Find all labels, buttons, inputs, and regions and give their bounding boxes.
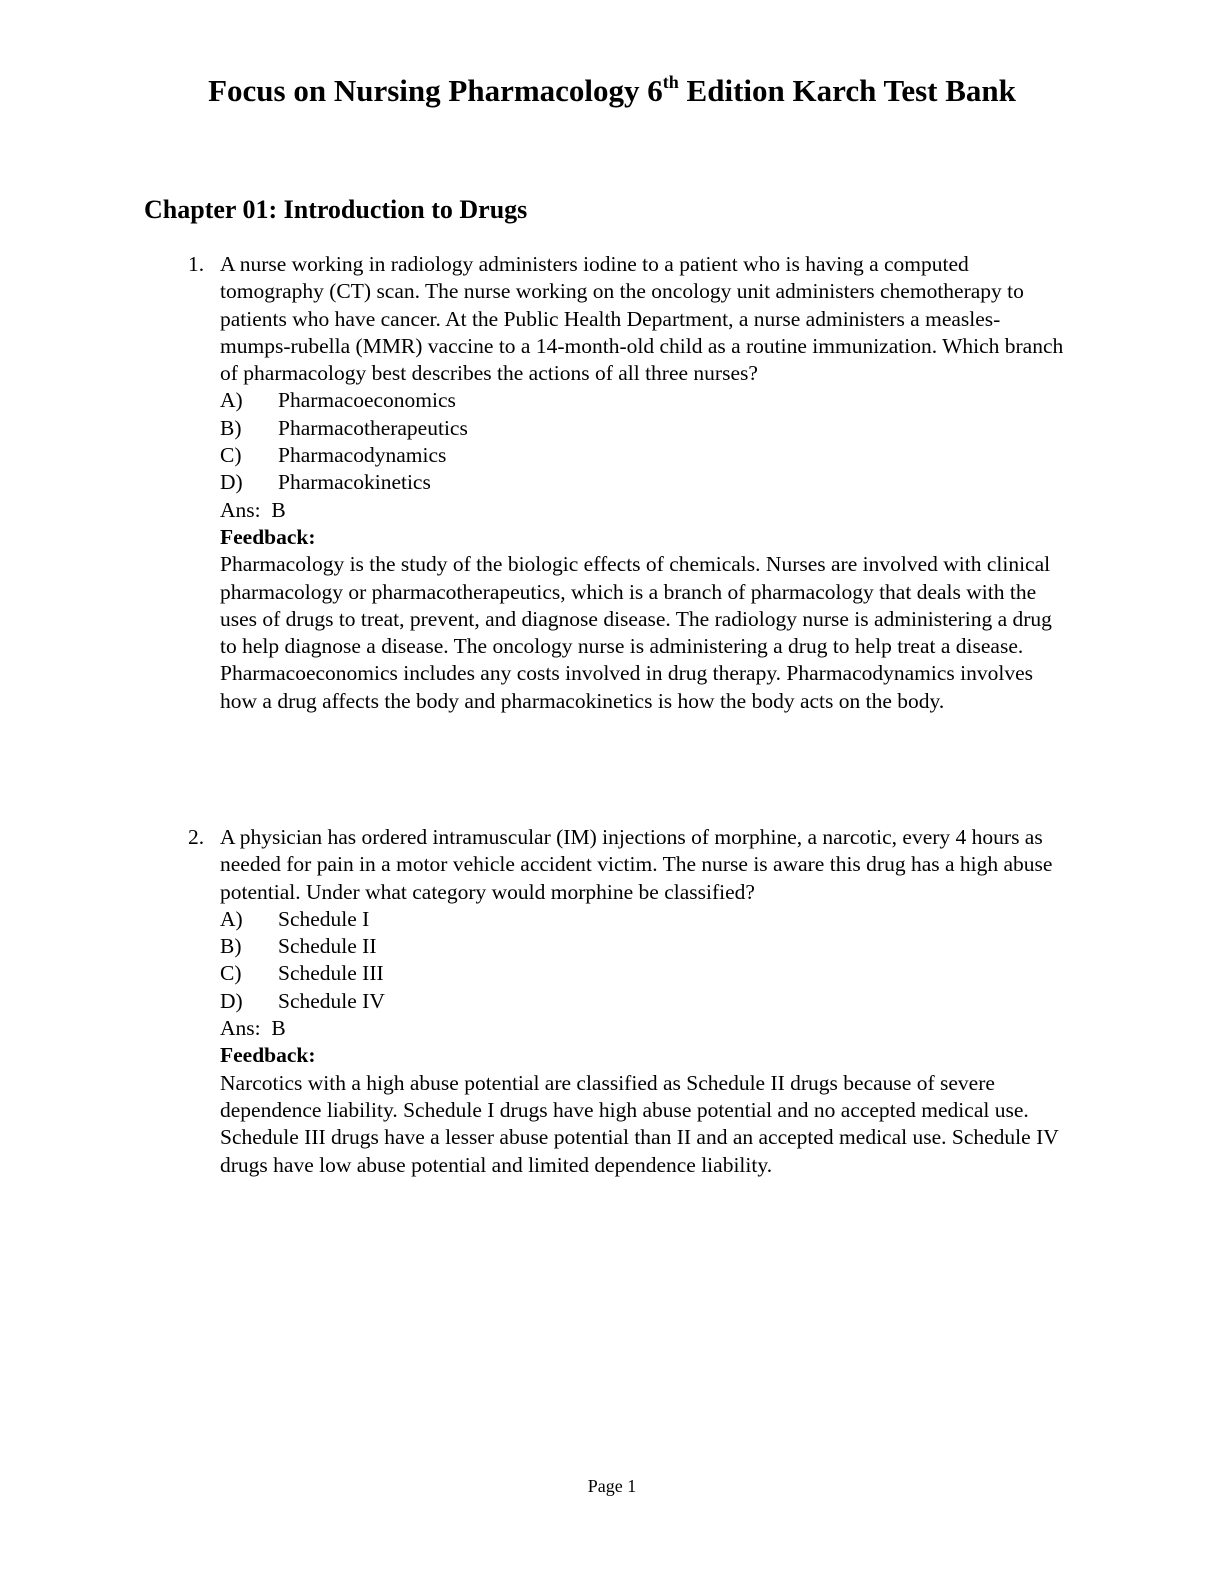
option-letter: D) [220, 988, 243, 1013]
option-letter: D) [220, 470, 243, 495]
question-stem [188, 824, 1068, 906]
option-a [220, 387, 1068, 414]
option-text: Schedule II [278, 934, 377, 959]
question-number: 1. [188, 252, 205, 276]
feedback-label: Feedback: [220, 1043, 316, 1068]
option-text: Pharmacodynamics [278, 443, 447, 468]
option-letter: A) [220, 388, 243, 413]
question-text: A physician has ordered intramuscular (IM) injections of morphine, a narcotic, every 4 hours as needed for pain in a motor vehicle accident victim. The nurse is aware this drug has a high abuse potential. Under what category would morphine be classified? [220, 825, 1053, 904]
title-superscript: th [662, 72, 679, 92]
title-rest: Edition Karch Test Bank [678, 73, 1016, 108]
page-number: Page 1 [587, 1476, 637, 1496]
option-b [220, 933, 1068, 960]
option-text: Pharmacokinetics [278, 470, 431, 495]
answer-options [220, 387, 1068, 715]
document-title [0, 66, 1224, 116]
option-letter: C) [220, 443, 242, 468]
question-1 [188, 251, 1068, 715]
option-text: Pharmacoeconomics [278, 388, 456, 413]
option-text: Schedule III [278, 961, 384, 986]
option-text: Schedule I [278, 906, 370, 931]
question-2 [188, 824, 1068, 1179]
title-main: Focus on Nursing Pharmacology 6 [208, 73, 663, 108]
option-letter: B) [220, 934, 242, 959]
option-d [220, 469, 1068, 496]
answer-line: Ans: B [220, 1016, 286, 1041]
option-letter: B) [220, 415, 242, 440]
option-a [220, 906, 1068, 933]
answer-line: Ans: B [220, 497, 286, 522]
feedback-text: Narcotics with a high abuse potential are classified as Schedule II drugs because of severe dependence liability. Schedule I drugs have high abuse potential and no accepted medical use. Schedule III drugs have a lesser abuse potential than II and an accepted medical use. Schedule IV drugs have low abuse potential and limited dependence liability. [220, 1070, 1059, 1177]
option-c [220, 960, 1068, 987]
option-b [220, 415, 1068, 442]
option-letter: C) [220, 961, 242, 986]
option-c [220, 442, 1068, 469]
feedback-text: Pharmacology is the study of the biologic effects of chemicals. Nurses are involved with clinical pharmacology or pharmacotherapeutics, which is a branch of pharmacology that deals with the uses of drugs to treat, prevent, and diagnose disease. The radiology nurse is administering a drug to help diagnose a disease. The oncology nurse is administering a drug to help treat a disease. Pharmacoeconomics includes any costs involved in drug therapy. Pharmacodynamics involves how a drug affects the body and pharmacokinetics is how the body acts on the body. [220, 552, 1052, 713]
chapter-heading: Chapter 01: Introduction to Drugs [144, 195, 528, 224]
question-number: 2. [188, 825, 205, 849]
answer-options [220, 906, 1068, 1179]
question-text: A nurse working in radiology administers iodine to a patient who is having a computed tomography (CT) scan. The nurse working on the oncology unit administers chemotherapy to patients who have cancer. At the Public Health Department, a nurse administers a measles-mumps-rubella (MMR) vaccine to a 14-month-old child as a routine immunization. Which branch of pharmacology best describes the actions of all three nurses? [220, 252, 1064, 386]
question-stem [188, 251, 1068, 387]
option-d [220, 988, 1068, 1015]
option-letter: A) [220, 906, 243, 931]
option-text: Pharmacotherapeutics [278, 415, 468, 440]
option-text: Schedule IV [278, 988, 385, 1013]
feedback-label: Feedback: [220, 524, 316, 549]
